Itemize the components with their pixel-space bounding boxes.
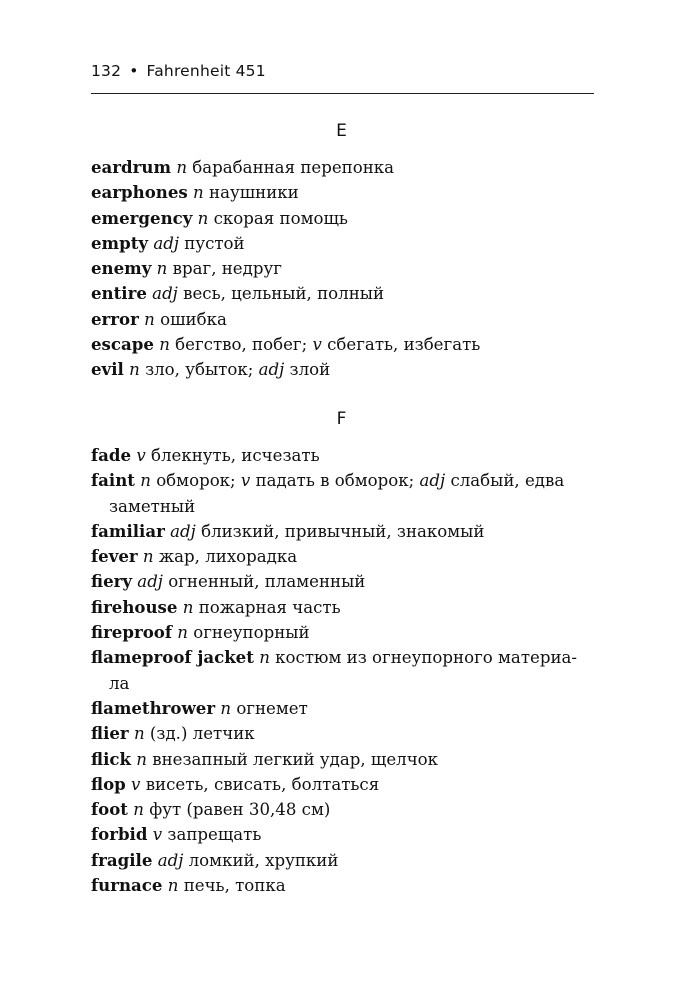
glossary-entry xyxy=(91,155,601,180)
glossary-section-e xyxy=(91,155,601,383)
glossary-entry xyxy=(91,231,601,256)
entry-continuation: ла xyxy=(109,673,130,693)
translation: враг, недруг xyxy=(172,259,282,279)
translation: (зд.) летчик xyxy=(149,724,255,744)
entry-headword: emergency xyxy=(91,207,193,228)
part-of-speech: v xyxy=(312,335,322,355)
entry-headword: furnace xyxy=(91,875,163,896)
glossary-entry xyxy=(91,180,601,205)
part-of-speech: n xyxy=(259,648,270,668)
section-letter-f: F xyxy=(336,409,347,429)
header-separator: • xyxy=(129,62,139,80)
page-number: 132 xyxy=(91,62,122,80)
glossary-entry xyxy=(91,797,601,822)
glossary-entry xyxy=(91,772,601,797)
part-of-speech: v xyxy=(240,471,251,491)
glossary-entry xyxy=(91,307,601,332)
entry-headword: earphones xyxy=(91,182,188,203)
translation: огненный, пламенный xyxy=(168,572,366,592)
entry-headword: fragile xyxy=(91,849,153,870)
glossary-entry xyxy=(91,443,601,468)
entry-headword: firehouse xyxy=(91,596,178,617)
glossary-entry xyxy=(91,256,601,281)
glossary-entry xyxy=(91,519,601,544)
part-of-speech: n xyxy=(156,259,168,279)
entry-headword: evil xyxy=(91,359,124,380)
part-of-speech: adj xyxy=(170,521,196,541)
translation: падать в обморок; xyxy=(255,471,415,491)
part-of-speech: n xyxy=(177,623,188,643)
glossary-entry xyxy=(91,645,601,670)
translation: бегство, побег; xyxy=(175,335,308,355)
translation: злой xyxy=(289,360,331,380)
section-letter-e: E xyxy=(336,121,347,141)
part-of-speech: n xyxy=(140,471,151,491)
part-of-speech: adj xyxy=(157,850,184,870)
translation: жар, лихорадка xyxy=(158,547,298,567)
entry-headword: familiar xyxy=(91,520,165,541)
part-of-speech: n xyxy=(182,597,194,617)
translation: обморок; xyxy=(156,471,236,491)
part-of-speech: v xyxy=(152,825,163,845)
entry-headword: flick xyxy=(91,748,131,769)
entry-headword: escape xyxy=(91,334,154,355)
translation: ошибка xyxy=(160,309,227,329)
translation: весь, цельный, полный xyxy=(183,284,385,304)
entry-continuation: заметный xyxy=(109,496,196,516)
glossary-entry xyxy=(91,696,601,721)
entry-headword: flop xyxy=(91,773,126,794)
part-of-speech: n xyxy=(193,183,204,203)
entry-headword: forbid xyxy=(91,824,148,845)
translation: внезапный легкий удар, щелчок xyxy=(152,749,439,769)
translation: зло, убыток; xyxy=(145,360,254,380)
part-of-speech: n xyxy=(167,876,179,896)
part-of-speech: adj xyxy=(419,471,446,491)
entry-headword: error xyxy=(91,308,139,329)
translation: костюм из огнеупорного материа- xyxy=(275,648,578,668)
part-of-speech: adj xyxy=(258,360,285,380)
translation: барабанная перепонка xyxy=(192,158,395,177)
part-of-speech: n xyxy=(133,800,144,820)
translation: пустой xyxy=(184,233,245,253)
entry-headword: fever xyxy=(91,546,138,567)
translation: близкий, привычный, знакомый xyxy=(201,521,485,541)
part-of-speech: n xyxy=(136,749,147,769)
translation: скорая помощь xyxy=(213,208,348,228)
part-of-speech: n xyxy=(142,547,154,567)
glossary-entry xyxy=(91,468,601,493)
glossary-entry xyxy=(91,873,601,898)
entry-headword: foot xyxy=(91,799,128,820)
part-of-speech: n xyxy=(129,360,140,380)
entry-headword: fireproof xyxy=(91,622,172,643)
part-of-speech: n xyxy=(197,208,209,228)
part-of-speech: v xyxy=(136,446,146,465)
entry-headword: faint xyxy=(91,470,135,491)
part-of-speech: adj xyxy=(137,572,163,592)
glossary-entry xyxy=(91,595,601,620)
glossary-entry xyxy=(91,848,601,873)
glossary-entry xyxy=(91,206,601,231)
header-rule xyxy=(91,93,594,94)
translation: фут (равен 30,48 см) xyxy=(149,800,331,820)
entry-headword: eardrum xyxy=(91,157,172,177)
glossary-section-f xyxy=(91,443,601,898)
part-of-speech: adj xyxy=(153,233,179,253)
glossary-entry xyxy=(91,332,601,357)
entry-headword: entire xyxy=(91,283,147,304)
translation: огнемет xyxy=(236,698,308,718)
part-of-speech: n xyxy=(133,724,145,744)
glossary-entry xyxy=(91,721,601,746)
entry-headword: flamethrower xyxy=(91,697,216,718)
glossary-entry xyxy=(91,620,601,645)
translation: печь, топка xyxy=(183,876,286,896)
translation: огнеупорный xyxy=(193,623,310,643)
part-of-speech: adj xyxy=(152,284,178,304)
part-of-speech: v xyxy=(131,774,141,794)
glossary-entry xyxy=(91,747,601,772)
running-head xyxy=(91,62,266,80)
part-of-speech: n xyxy=(176,158,187,177)
translation: блекнуть, исчезать xyxy=(151,446,320,465)
glossary-entry xyxy=(91,281,601,306)
book-title: Fahrenheit 451 xyxy=(146,62,266,80)
glossary-entry xyxy=(91,357,601,382)
entry-headword: fiery xyxy=(91,571,133,592)
glossary-entry xyxy=(91,569,601,594)
part-of-speech: n xyxy=(144,309,155,329)
glossary-entry xyxy=(91,544,601,569)
translation: наушники xyxy=(209,183,299,203)
translation: слабый, едва xyxy=(450,471,565,491)
glossary-entry xyxy=(91,822,601,847)
entry-headword: flier xyxy=(91,723,129,744)
entry-headword: fade xyxy=(91,445,132,465)
translation: сбегать, избегать xyxy=(327,335,481,355)
part-of-speech: n xyxy=(220,698,232,718)
translation: запрещать xyxy=(167,825,262,845)
entry-headword: enemy xyxy=(91,258,152,279)
part-of-speech: n xyxy=(159,335,170,355)
translation: ломкий, хрупкий xyxy=(188,850,339,870)
translation: пожарная часть xyxy=(198,597,341,617)
entry-headword: flameproof jacket xyxy=(91,647,254,668)
entry-headword: empty xyxy=(91,232,149,253)
translation: висеть, свисать, болтаться xyxy=(145,774,380,794)
